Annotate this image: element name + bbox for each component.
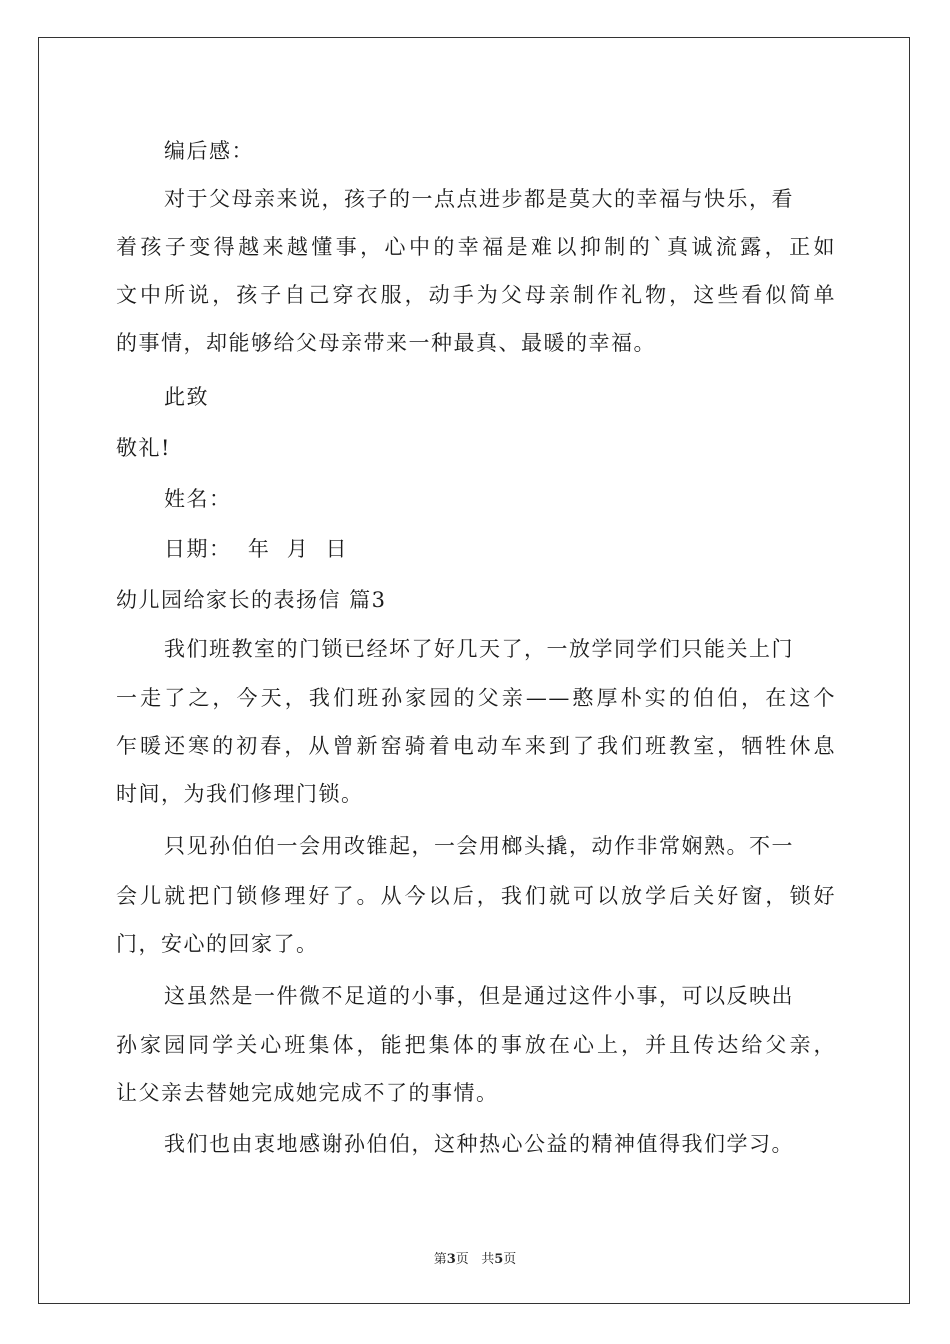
paragraph-line: 门，安心的回家了。 <box>116 932 319 956</box>
paragraph-line: 时间，为我们修理门锁。 <box>116 782 364 806</box>
paragraph-line: 孙家园同学关心班集体，能把集体的事放在心上，并且传达给父亲， <box>116 1033 836 1057</box>
paragraph-line: 只见孙伯伯一会用改锥起，一会用榔头撬，动作非常娴熟。不一 <box>164 834 794 858</box>
page-current: 3 <box>446 1252 456 1267</box>
page-label-prefix: 第 <box>433 1252 447 1267</box>
paragraph-line: 的事情，却能够给父母亲带来一种最真、最暖的幸福。 <box>116 331 656 355</box>
paragraph-line: 我们班教室的门锁已经坏了好几天了，一放学同学们只能关上门 <box>164 637 794 661</box>
signature-name: 姓名： <box>164 487 232 511</box>
paragraph-line: 文中所说，孩子自己穿衣服，动手为父母亲制作礼物，这些看似简单 <box>116 283 836 307</box>
closing-salutation: 此致 <box>164 385 209 409</box>
paragraph-line: 让父亲去替她完成她完成不了的事情。 <box>116 1081 499 1105</box>
paragraph-line: 我们也由衷地感谢孙伯伯，这种热心公益的精神值得我们学习。 <box>164 1132 794 1156</box>
paragraph-line: 着孩子变得越来越懂事，心中的幸福是难以抑制的`真诚流露，正如 <box>116 235 836 259</box>
page-label-suffix: 页 <box>503 1252 517 1267</box>
page-footer <box>0 1248 950 1267</box>
signature-date: 日期： 年 月 日 <box>164 537 349 561</box>
paragraph-line: 对于父母亲来说，孩子的一点点进步都是莫大的幸福与快乐，看 <box>164 187 794 211</box>
page-border <box>38 37 910 1304</box>
page-total: 5 <box>494 1252 504 1267</box>
page-label-mid: 页 共 <box>455 1252 495 1267</box>
closing-regards: 敬礼! <box>116 436 171 460</box>
paragraph-line: 乍暖还寒的初春，从曾新窑骑着电动车来到了我们班教室，牺牲休息 <box>116 734 836 758</box>
paragraph-line: 一走了之，今天，我们班孙家园的父亲——憨厚朴实的伯伯，在这个 <box>116 686 836 710</box>
afterword-heading: 编后感： <box>164 139 254 163</box>
paragraph-line: 这虽然是一件微不足道的小事，但是通过这件小事，可以反映出 <box>164 984 794 1008</box>
paragraph-line: 会儿就把门锁修理好了。从今以后，我们就可以放学后关好窗，锁好 <box>116 884 836 908</box>
section-title: 幼儿园给家长的表扬信 篇3 <box>116 588 387 612</box>
